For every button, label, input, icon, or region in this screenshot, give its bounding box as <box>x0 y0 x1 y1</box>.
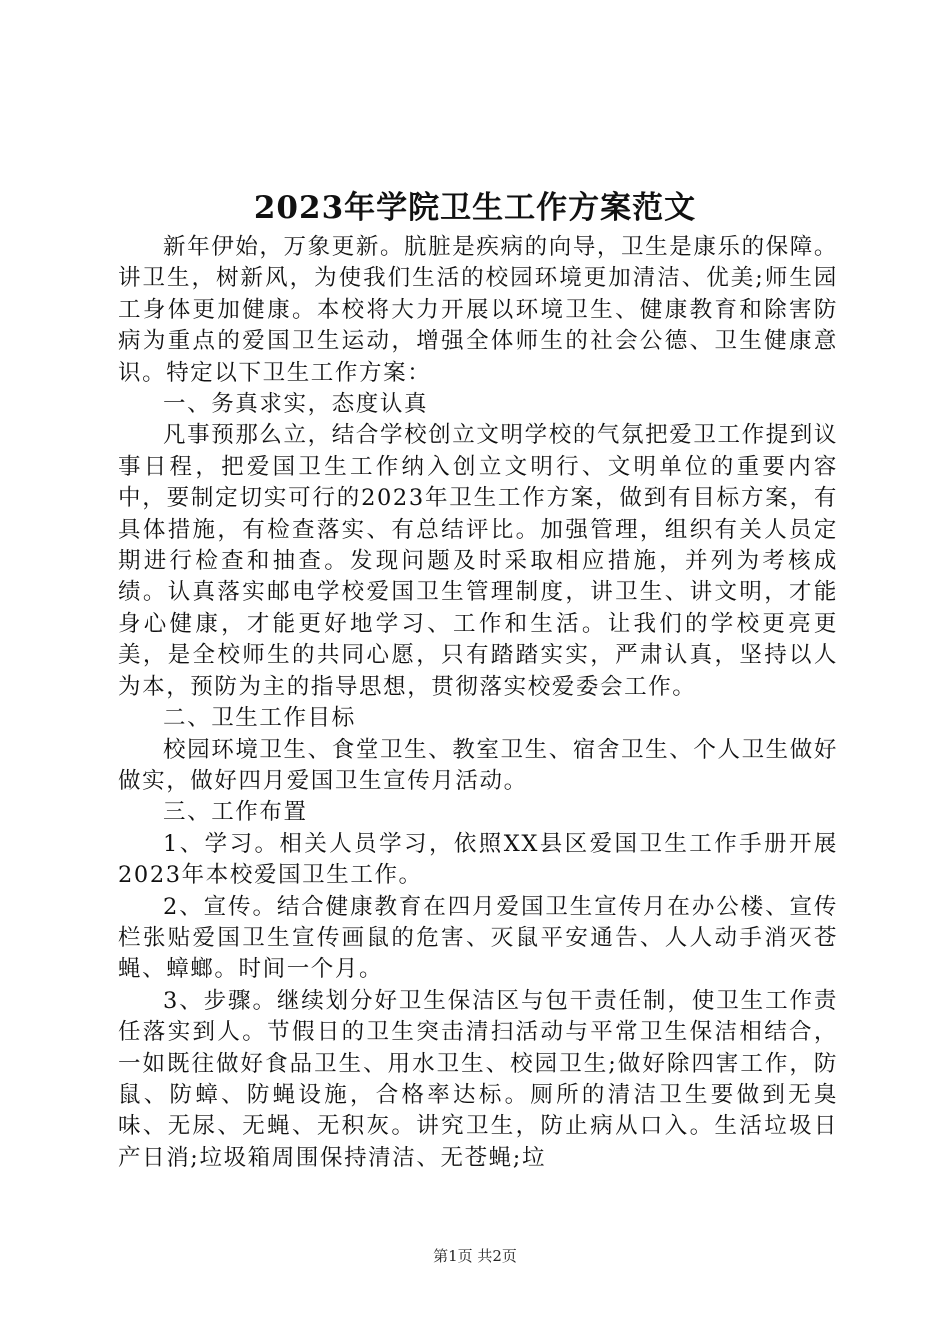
document-body <box>118 232 838 1174</box>
body-paragraph: 凡事预那么立，结合学校创立文明学校的气氛把爱卫工作提到议事日程，把爱国卫生工作纳入创立文明行、文明单位的重要内容中，要制定切实可行的2023年卫生工作方案，做到有目标方案，有具体措施，有检查落实、有总结评比。加强管理，组织有关人员定期进行检查和抽查。发现问题及时采取相应措施，并列为考核成绩。认真落实邮电学校爱国卫生管理制度，讲卫生、讲文明，才能身心健康，才能更好地学习、工作和生活。让我们的学校更亮更美，是全校师生的共同心愿，只有踏踏实实，严肃认真，坚持以人为本，预防为主的指导思想，贯彻落实校爱委会工作。 <box>118 422 838 700</box>
body-paragraph: 2、宣传。结合健康教育在四月爱国卫生宣传月在办公楼、宣传栏张贴爱国卫生宣传画鼠的危害、灭鼠平安通告、人人动手消灭苍蝇、蟑螂。时间一个月。 <box>118 893 838 983</box>
section-heading-3: 三、工作布置 <box>163 799 308 826</box>
page-title: 2023年学院卫生工作方案范文 <box>253 190 697 226</box>
section-heading-2: 二、卫生工作目标 <box>163 705 356 732</box>
body-paragraph: 校园环境卫生、食堂卫生、教室卫生、宿舍卫生、个人卫生做好做实，做好四月爱国卫生宣传月活动。 <box>118 736 838 794</box>
intro-paragraph: 新年伊始，万象更新。肮脏是疾病的向导，卫生是康乐的保障。讲卫生，树新风，为使我们生活的校园环境更加清洁、优美;师生园工身体更加健康。本校将大力开展以环境卫生、健康教育和除害防病为重点的爱国卫生运动，增强全体师生的社会公德、卫生健康意识。特定以下卫生工作方案： <box>118 234 838 386</box>
body-paragraph: 1、学习。相关人员学习，依照XX县区爱国卫生工作手册开展2023年本校爱国卫生工作。 <box>118 830 838 889</box>
body-paragraph: 3、步骤。继续划分好卫生保洁区与包干责任制，使卫生工作责任落实到人。节假日的卫生突击清扫活动与平常卫生保洁相结合，一如既往做好食品卫生、用水卫生、校园卫生;做好除四害工作，防鼠、防蟑、防蝇设施，合格率达标。厕所的清洁卫生要做到无臭味、无尿、无蝇、无积灰。讲究卫生，防止病从口入。生活垃圾日产日消;垃圾箱周围保持清洁、无苍蝇;垃 <box>118 987 838 1171</box>
section-heading-1: 一、务真求实，态度认真 <box>163 391 429 418</box>
page-number-footer: 第1页 共2页 <box>433 1247 517 1265</box>
